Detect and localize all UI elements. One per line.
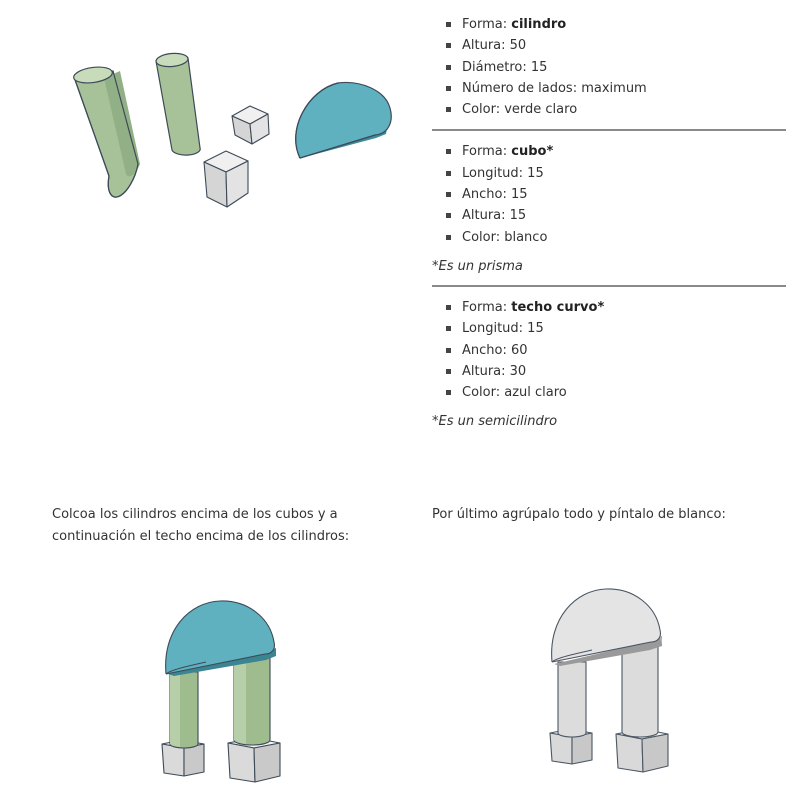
shape-suffix: * xyxy=(546,144,554,160)
specs-panel xyxy=(432,14,786,431)
spec-item: Ancho: 60 xyxy=(446,340,786,361)
spec-list-cube xyxy=(432,141,786,247)
group-instruction: Por último agrúpalo todo y píntalo de blanco: xyxy=(432,507,726,522)
spec-item: Color: verde claro xyxy=(446,99,786,120)
shape-label: Forma: xyxy=(462,17,512,32)
shape-value: techo curvo xyxy=(511,299,598,315)
shape-value: cilindro xyxy=(511,17,567,32)
section-divider xyxy=(432,285,786,287)
spec-item: Longitud: 15 xyxy=(446,318,786,339)
shape-label: Forma: xyxy=(462,299,512,315)
spec-item: Altura: 30 xyxy=(446,361,786,382)
right-cylinder-column xyxy=(622,642,658,737)
spec-item-shape xyxy=(446,297,786,318)
left-cylinder-column xyxy=(170,672,198,748)
cylinder-shape-right xyxy=(155,52,200,155)
shape-suffix: * xyxy=(597,299,605,315)
spec-item-shape xyxy=(446,14,786,35)
spec-item: Ancho: 15 xyxy=(446,184,786,205)
spec-note: *Es un semicilindro xyxy=(432,414,558,430)
shape-value: cubo xyxy=(511,144,547,160)
left-cylinder-column xyxy=(558,662,586,737)
spec-item: Número de lados: maximum xyxy=(446,78,786,99)
spec-item: Altura: 15 xyxy=(446,205,786,226)
spec-item: Altura: 50 xyxy=(446,35,786,56)
spec-item: Color: azul claro xyxy=(446,382,786,403)
spec-item: Color: blanco xyxy=(446,227,786,248)
assembled-arch-figure xyxy=(140,590,300,790)
pieces-figure xyxy=(60,40,400,220)
spec-list-roof xyxy=(432,297,786,403)
curved-roof-shape xyxy=(296,82,392,158)
spec-item-shape xyxy=(446,141,786,162)
section-divider xyxy=(432,129,786,131)
assemble-instruction: Colcoa los cilindros encima de los cubos y a continuación el techo encima de los cilindros: xyxy=(52,507,350,544)
shape-label: Forma: xyxy=(462,144,512,160)
cylinder-shape-left xyxy=(73,65,140,197)
spec-list-cylinder xyxy=(432,14,786,120)
grouped-arch-figure xyxy=(530,578,690,778)
spec-item: Longitud: 15 xyxy=(446,163,786,184)
cube-shape-small xyxy=(232,106,269,144)
right-cylinder-column xyxy=(234,654,270,745)
spec-item: Diámetro: 15 xyxy=(446,57,786,78)
spec-note: *Es un prisma xyxy=(432,258,523,274)
cube-shape-large xyxy=(204,151,248,207)
